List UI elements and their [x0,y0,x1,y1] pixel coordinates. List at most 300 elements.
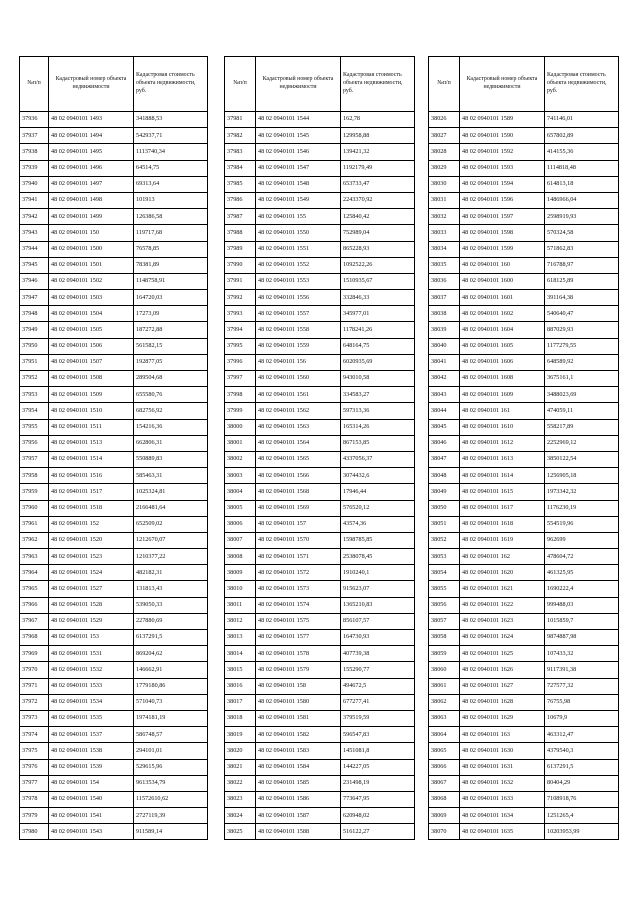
cell-number: 38040 [429,338,460,354]
cell-cadastral-number: 48 02 0940101 1503 [49,290,134,306]
cell-cadastral-cost: 570324,58 [545,225,619,241]
cadastral-table-2 [224,56,415,840]
cell-cadastral-cost: 76578,85 [134,241,208,257]
cell-cadastral-cost: 677277,41 [341,694,415,710]
table-row [225,451,415,467]
cell-cadastral-cost: 620948,02 [341,808,415,824]
cell-number: 37970 [20,662,49,678]
table-row [20,662,208,678]
cell-cadastral-number: 48 02 0940101 1528 [49,597,134,613]
table-row [225,435,415,451]
cell-number: 38033 [429,225,460,241]
cell-number: 37968 [20,630,49,646]
table-row [20,565,208,581]
cell-number: 38021 [225,759,256,775]
cell-number: 38012 [225,613,256,629]
cell-number: 38013 [225,630,256,646]
cell-cadastral-number: 48 02 0940101 1505 [49,322,134,338]
cell-number: 38046 [429,435,460,451]
table-row [20,290,208,306]
cell-cadastral-cost: 76755,98 [545,694,619,710]
cell-cadastral-number: 48 02 0940101 1499 [49,209,134,225]
table-row [429,273,619,289]
cell-number: 38064 [429,727,460,743]
cell-number: 38060 [429,662,460,678]
cell-number: 38016 [225,678,256,694]
cell-cadastral-cost: 1148758,91 [134,273,208,289]
cell-number: 37998 [225,387,256,403]
cell-cadastral-number: 48 02 0940101 1545 [256,128,341,144]
cell-number: 38059 [429,646,460,662]
cell-cadastral-number: 48 02 0940101 1496 [49,160,134,176]
cell-cadastral-number: 48 02 0940101 1626 [460,662,545,678]
table-row [429,646,619,662]
cell-cadastral-cost: 652509,02 [134,516,208,532]
cell-cadastral-number: 48 02 0940101 160 [460,257,545,273]
cell-cadastral-cost: 1176230,19 [545,500,619,516]
cell-cadastral-number: 48 02 0940101 1546 [256,144,341,160]
cell-cadastral-cost: 164730,93 [341,630,415,646]
cell-cadastral-number: 48 02 0940101 1573 [256,581,341,597]
cell-number: 37936 [20,112,49,128]
cell-cadastral-number: 48 02 0940101 1634 [460,808,545,824]
cell-number: 37996 [225,354,256,370]
cell-number: 37984 [225,160,256,176]
table-row [429,775,619,791]
cell-cadastral-cost: 227880,69 [134,613,208,629]
cell-number: 38027 [429,128,460,144]
table-row [429,743,619,759]
cell-number: 37960 [20,500,49,516]
cell-cadastral-cost: 4337056,37 [341,451,415,467]
cell-cadastral-number: 48 02 0940101 1548 [256,176,341,192]
cell-number: 37981 [225,112,256,128]
cell-cadastral-number: 48 02 0940101 1518 [49,500,134,516]
cell-cadastral-number: 48 02 0940101 1500 [49,241,134,257]
cell-cadastral-cost: 4379540,3 [545,743,619,759]
cell-number: 37957 [20,451,49,467]
table-row [20,435,208,451]
cell-cadastral-cost: 1973342,32 [545,484,619,500]
cell-cadastral-number: 48 02 0940101 1504 [49,306,134,322]
cell-number: 38053 [429,549,460,565]
table-row [429,694,619,710]
cell-number: 37995 [225,338,256,354]
cell-cadastral-cost: 192877,05 [134,354,208,370]
cell-number: 38017 [225,694,256,710]
cell-cadastral-cost: 1025324,81 [134,484,208,500]
cell-number: 37946 [20,273,49,289]
cell-cadastral-cost: 1451081,8 [341,743,415,759]
cell-cadastral-number: 48 02 0940101 1524 [49,565,134,581]
table-row [429,549,619,565]
cell-number: 37959 [20,484,49,500]
cell-number: 37966 [20,597,49,613]
table-row [225,516,415,532]
cell-cadastral-cost: 1177279,55 [545,338,619,354]
table-row [429,500,619,516]
cell-cadastral-number: 48 02 0940101 1580 [256,694,341,710]
cell-cadastral-cost: 17273,09 [134,306,208,322]
cell-number: 38035 [429,257,460,273]
table-row [429,176,619,192]
cell-number: 38037 [429,290,460,306]
cadastral-table-3 [428,56,619,840]
cell-cadastral-cost: 571862,83 [545,241,619,257]
cell-number: 37980 [20,824,49,840]
cell-cadastral-cost: 999488,03 [545,597,619,613]
cell-number: 37947 [20,290,49,306]
cell-cadastral-number: 48 02 0940101 1549 [256,192,341,208]
table-row [429,354,619,370]
cell-cadastral-number: 48 02 0940101 1534 [49,694,134,710]
cell-cadastral-number: 48 02 0940101 1602 [460,306,545,322]
table-body [429,112,619,840]
cell-cadastral-number: 48 02 0940101 1568 [256,484,341,500]
cell-number: 38042 [429,371,460,387]
cell-cadastral-cost: 867153,85 [341,435,415,451]
table-row [225,532,415,548]
cell-cadastral-cost: 2727119,39 [134,808,208,824]
table-row [429,257,619,273]
table-row [20,630,208,646]
cell-number: 37942 [20,209,49,225]
cell-cadastral-cost: 231498,19 [341,775,415,791]
cell-cadastral-number: 48 02 0940101 1513 [49,435,134,451]
cell-cadastral-cost: 1598785,85 [341,532,415,548]
cell-number: 37979 [20,808,49,824]
cell-number: 38054 [429,565,460,581]
table-row [20,419,208,435]
cell-number: 37978 [20,791,49,807]
cell-cadastral-cost: 682756,92 [134,403,208,419]
cell-number: 38047 [429,451,460,467]
cell-cadastral-number: 48 02 0940101 1596 [460,192,545,208]
cell-cadastral-cost: 869204,62 [134,646,208,662]
cell-cadastral-number: 48 02 0940101 1621 [460,581,545,597]
cell-cadastral-number: 48 02 0940101 1559 [256,338,341,354]
cell-cadastral-number: 48 02 0940101 1561 [256,387,341,403]
cell-cadastral-number: 48 02 0940101 1557 [256,306,341,322]
table-row [20,759,208,775]
cell-cadastral-cost: 9117391,38 [545,662,619,678]
table-row [20,338,208,354]
cell-cadastral-number: 48 02 0940101 1493 [49,112,134,128]
cell-cadastral-number: 48 02 0940101 1583 [256,743,341,759]
cell-cadastral-cost: 962699 [545,532,619,548]
table-row [429,678,619,694]
cell-cadastral-cost: 126386,58 [134,209,208,225]
table-row [429,630,619,646]
cell-number: 38058 [429,630,460,646]
cell-cadastral-cost: 596547,83 [341,727,415,743]
cell-cadastral-number: 48 02 0940101 1539 [49,759,134,775]
table-row [225,338,415,354]
table-row [225,322,415,338]
cell-number: 37954 [20,403,49,419]
cell-number: 37944 [20,241,49,257]
cell-cadastral-cost: 101913 [134,192,208,208]
cell-cadastral-cost: 727577,32 [545,678,619,694]
table-row [20,646,208,662]
header-cadastral-number: Кадастровый номер объекта недвижимости [49,57,134,112]
table-row [225,710,415,726]
cell-cadastral-number: 48 02 0940101 156 [256,354,341,370]
cell-cadastral-cost: 558217,89 [545,419,619,435]
cell-cadastral-number: 48 02 0940101 1629 [460,710,545,726]
cell-number: 37965 [20,581,49,597]
table-row [225,192,415,208]
cell-cadastral-cost: 561582,15 [134,338,208,354]
cell-cadastral-number: 48 02 0940101 1582 [256,727,341,743]
cell-cadastral-number: 48 02 0940101 1537 [49,727,134,743]
cell-number: 37985 [225,176,256,192]
table-row [429,532,619,548]
table-row [20,273,208,289]
table-row [20,128,208,144]
cell-number: 38014 [225,646,256,662]
cell-cadastral-number: 48 02 0940101 1623 [460,613,545,629]
table-row [20,225,208,241]
table-row [20,354,208,370]
cell-number: 38022 [225,775,256,791]
cell-cadastral-cost: 1210377,22 [134,549,208,565]
cell-number: 37994 [225,322,256,338]
table-body [225,112,415,840]
table-row [225,128,415,144]
cell-cadastral-cost: 2538078,45 [341,549,415,565]
cell-cadastral-number: 48 02 0940101 1565 [256,451,341,467]
cell-cadastral-cost: 6137291,5 [545,759,619,775]
cell-number: 38009 [225,565,256,581]
cell-number: 38051 [429,516,460,532]
cell-cadastral-cost: 391164,38 [545,290,619,306]
table-row [20,613,208,629]
table-row [225,225,415,241]
table-row [20,532,208,548]
table-row [20,824,208,840]
table-row [225,273,415,289]
cell-number: 38005 [225,500,256,516]
cell-cadastral-cost: 494672,5 [341,678,415,694]
table-body [20,112,208,840]
table-row [225,791,415,807]
cell-cadastral-number: 48 02 0940101 1610 [460,419,545,435]
cell-cadastral-cost: 78381,89 [134,257,208,273]
cell-cadastral-cost: 289504,68 [134,371,208,387]
cell-cadastral-number: 48 02 0940101 1572 [256,565,341,581]
table-row [429,144,619,160]
cell-number: 38026 [429,112,460,128]
table-row [20,403,208,419]
cell-number: 37983 [225,144,256,160]
cell-cadastral-number: 48 02 0940101 1498 [49,192,134,208]
cell-number: 38029 [429,160,460,176]
table-row [429,338,619,354]
cell-cadastral-number: 48 02 0940101 1599 [460,241,545,257]
cell-cadastral-cost: 334583,27 [341,387,415,403]
cell-cadastral-number: 48 02 0940101 1543 [49,824,134,840]
cell-number: 37949 [20,322,49,338]
cell-cadastral-cost: 550889,83 [134,451,208,467]
cell-cadastral-cost: 2598919,93 [545,209,619,225]
table-header-row [20,57,208,112]
cell-number: 38020 [225,743,256,759]
cell-cadastral-cost: 139421,32 [341,144,415,160]
cell-number: 38057 [429,613,460,629]
table-header-row [225,57,415,112]
cell-cadastral-number: 48 02 0940101 1564 [256,435,341,451]
cell-cadastral-cost: 1256905,18 [545,468,619,484]
cell-cadastral-cost: 576520,12 [341,500,415,516]
cell-cadastral-number: 48 02 0940101 1529 [49,613,134,629]
table-row [429,160,619,176]
table-row [225,743,415,759]
cell-cadastral-cost: 716788,97 [545,257,619,273]
cell-cadastral-cost: 162,78 [341,112,415,128]
cell-cadastral-cost: 7108918,76 [545,791,619,807]
cell-cadastral-number: 48 02 0940101 1574 [256,597,341,613]
cell-cadastral-cost: 294101,01 [134,743,208,759]
header-number: №п/п [20,57,49,112]
table-row [225,727,415,743]
cell-cadastral-cost: 131813,43 [134,581,208,597]
cell-number: 38070 [429,824,460,840]
table-row [225,468,415,484]
table-row [429,468,619,484]
table-row [20,808,208,824]
table-row [429,808,619,824]
cell-number: 37982 [225,128,256,144]
cell-cadastral-cost: 64514,75 [134,160,208,176]
cell-number: 37962 [20,532,49,548]
cell-number: 37989 [225,241,256,257]
table-row [20,468,208,484]
cell-cadastral-cost: 1251265,4 [545,808,619,824]
cell-cadastral-number: 48 02 0940101 1600 [460,273,545,289]
cell-cadastral-cost: 407739,38 [341,646,415,662]
table-row [225,630,415,646]
cell-number: 37963 [20,549,49,565]
cell-cadastral-number: 48 02 0940101 1630 [460,743,545,759]
cell-cadastral-number: 48 02 0940101 1533 [49,678,134,694]
cell-cadastral-number: 48 02 0940101 1544 [256,112,341,128]
cell-number: 38006 [225,516,256,532]
cell-number: 37988 [225,225,256,241]
table-row [225,112,415,128]
cell-cadastral-cost: 773647,95 [341,791,415,807]
table-row [20,209,208,225]
cell-cadastral-cost: 107433,32 [545,646,619,662]
cell-cadastral-cost: 618125,89 [545,273,619,289]
cell-cadastral-number: 48 02 0940101 1622 [460,597,545,613]
header-number: №п/п [225,57,256,112]
table-row [225,176,415,192]
table-row [20,160,208,176]
cell-cadastral-cost: 3074432,6 [341,468,415,484]
cell-number: 38008 [225,549,256,565]
cell-cadastral-cost: 1974181,19 [134,710,208,726]
cell-number: 37945 [20,257,49,273]
cell-cadastral-number: 48 02 0940101 1497 [49,176,134,192]
cell-cadastral-cost: 155290,77 [341,662,415,678]
cell-number: 37973 [20,710,49,726]
cell-cadastral-number: 48 02 0940101 1506 [49,338,134,354]
cell-cadastral-cost: 474059,11 [545,403,619,419]
cell-cadastral-number: 48 02 0940101 154 [49,775,134,791]
cell-cadastral-number: 48 02 0940101 163 [460,727,545,743]
cell-cadastral-number: 48 02 0940101 1516 [49,468,134,484]
cell-cadastral-number: 48 02 0940101 1558 [256,322,341,338]
cell-cadastral-number: 48 02 0940101 1588 [256,824,341,840]
cell-cadastral-cost: 1092522,26 [341,257,415,273]
cell-cadastral-number: 48 02 0940101 152 [49,516,134,532]
header-cadastral-number: Кадастровый номер объекта недвижимости [256,57,341,112]
cell-cadastral-cost: 3488023,69 [545,387,619,403]
cell-cadastral-number: 48 02 0940101 1578 [256,646,341,662]
cell-cadastral-number: 48 02 0940101 1569 [256,500,341,516]
cell-cadastral-number: 48 02 0940101 150 [49,225,134,241]
table-row [225,144,415,160]
cell-number: 38039 [429,322,460,338]
cell-cadastral-cost: 1690222,4 [545,581,619,597]
cell-cadastral-number: 48 02 0940101 155 [256,209,341,225]
cell-cadastral-number: 48 02 0940101 1625 [460,646,545,662]
cell-cadastral-cost: 1212670,07 [134,532,208,548]
cell-number: 37972 [20,694,49,710]
cell-cadastral-number: 48 02 0940101 1592 [460,144,545,160]
cell-cadastral-cost: 379519,59 [341,710,415,726]
cell-number: 37971 [20,678,49,694]
cell-cadastral-cost: 2243370,92 [341,192,415,208]
cell-cadastral-cost: 540640,47 [545,306,619,322]
table-row [429,565,619,581]
cell-cadastral-number: 48 02 0940101 1601 [460,290,545,306]
table-row [429,727,619,743]
cell-number: 38030 [429,176,460,192]
cell-cadastral-cost: 1015859,7 [545,613,619,629]
cell-cadastral-number: 48 02 0940101 1553 [256,273,341,289]
table-row [225,290,415,306]
cell-cadastral-number: 48 02 0940101 1495 [49,144,134,160]
table-row [225,597,415,613]
cell-cadastral-number: 48 02 0940101 1551 [256,241,341,257]
cadastral-table-1 [19,56,208,840]
cell-cadastral-number: 48 02 0940101 1562 [256,403,341,419]
table-row [20,306,208,322]
table-row [225,662,415,678]
cell-cadastral-number: 48 02 0940101 1632 [460,775,545,791]
cell-number: 38045 [429,419,460,435]
cell-number: 37976 [20,759,49,775]
cell-cadastral-cost: 655580,76 [134,387,208,403]
cell-cadastral-cost: 597313,36 [341,403,415,419]
cell-number: 37953 [20,387,49,403]
cell-cadastral-number: 48 02 0940101 1633 [460,791,545,807]
table-row [225,759,415,775]
cell-cadastral-cost: 516122,27 [341,824,415,840]
cell-number: 37950 [20,338,49,354]
table-row [20,257,208,273]
cell-number: 37952 [20,371,49,387]
table-row [225,209,415,225]
table-row [429,403,619,419]
table-row [429,662,619,678]
cell-number: 37941 [20,192,49,208]
cell-cadastral-number: 48 02 0940101 1579 [256,662,341,678]
cell-cadastral-cost: 2166481,64 [134,500,208,516]
cell-cadastral-cost: 10679,9 [545,710,619,726]
